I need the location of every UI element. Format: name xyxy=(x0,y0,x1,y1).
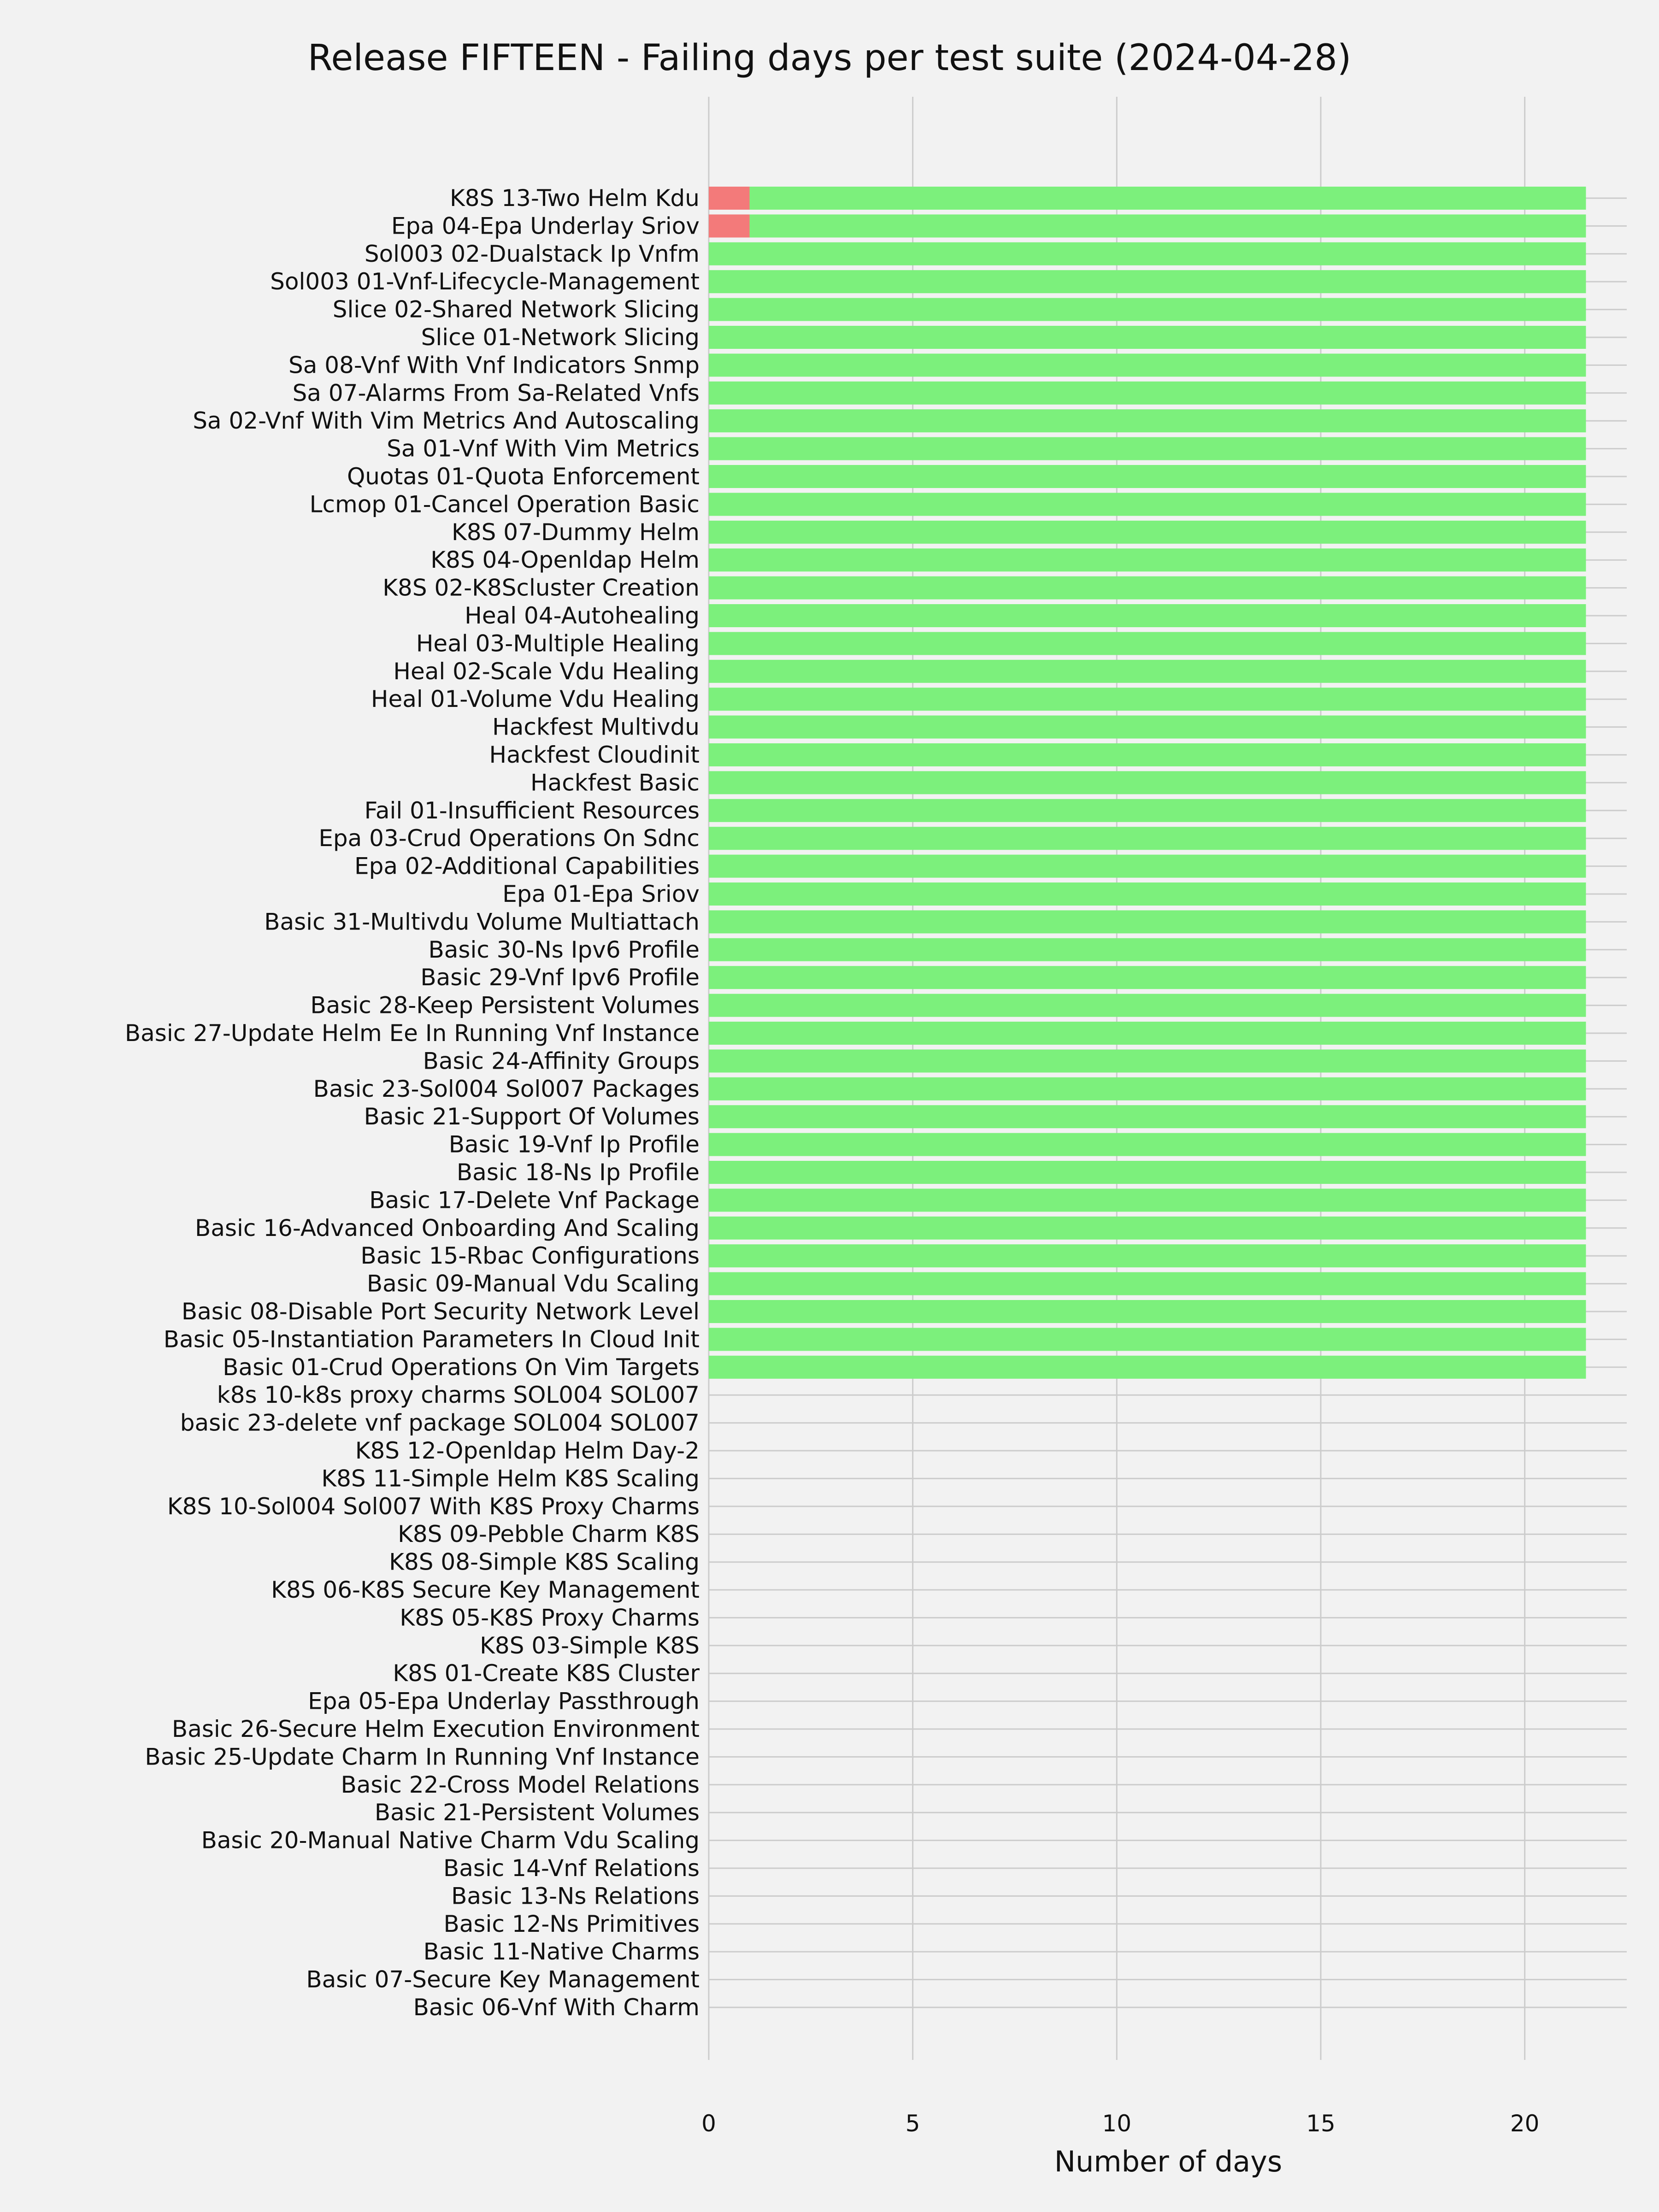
category-label-64: Basic 07-Secure Key Management xyxy=(306,1966,700,1993)
category-label-55: Basic 26-Secure Helm Execution Environment xyxy=(171,1716,700,1742)
category-label-5: Slice 01-Network Slicing xyxy=(421,324,700,351)
bar-15-series-1 xyxy=(709,604,1586,627)
category-label-28: Basic 29-Vnf Ipv6 Profile xyxy=(420,964,700,991)
bar-10-series-1 xyxy=(709,465,1586,488)
bar-33-series-1 xyxy=(709,1105,1586,1128)
category-label-7: Sa 07-Alarms From Sa-Related Vnfs xyxy=(292,379,700,406)
bar-layer xyxy=(709,187,1586,1379)
category-label-60: Basic 14-Vnf Relations xyxy=(443,1855,700,1882)
category-label-6: Sa 08-Vnf With Vnf Indicators Snmp xyxy=(288,352,700,379)
bar-37-series-1 xyxy=(709,1217,1586,1240)
category-label-12: K8S 07-Dummy Helm xyxy=(452,518,700,546)
category-label-29: Basic 28-Keep Persistent Volumes xyxy=(310,992,700,1019)
category-label-36: Basic 17-Delete Vnf Package xyxy=(369,1187,700,1214)
bar-32-series-1 xyxy=(709,1077,1586,1100)
category-label-0: K8S 13-Two Helm Kdu xyxy=(449,185,700,212)
category-label-61: Basic 13-Ns Relations xyxy=(451,1883,700,1910)
category-label-20: Hackfest Cloudinit xyxy=(489,741,700,768)
bar-13-series-1 xyxy=(709,548,1586,571)
category-label-54: Epa 05-Epa Underlay Passthrough xyxy=(308,1688,700,1715)
bar-35-series-1 xyxy=(709,1161,1586,1184)
bar-28-series-1 xyxy=(709,966,1586,989)
bar-19-series-1 xyxy=(709,716,1586,739)
category-label-11: Lcmop 01-Cancel Operation Basic xyxy=(309,491,700,518)
bar-24-series-1 xyxy=(709,855,1586,878)
bar-27-series-1 xyxy=(709,938,1586,961)
x-tick-label-0: 0 xyxy=(701,2110,716,2137)
category-label-31: Basic 24-Affinity Groups xyxy=(423,1047,700,1075)
bar-16-series-1 xyxy=(709,632,1586,655)
category-label-57: Basic 22-Cross Model Relations xyxy=(341,1771,700,1798)
bar-29-series-1 xyxy=(709,994,1586,1017)
bar-14-series-1 xyxy=(709,577,1586,600)
category-label-10: Quotas 01-Quota Enforcement xyxy=(347,463,700,490)
chart-title: Release FIFTEEN - Failing days per test suite (2024-04-28) xyxy=(307,37,1352,79)
bar-38-series-1 xyxy=(709,1244,1586,1267)
category-label-62: Basic 12-Ns Primitives xyxy=(443,1910,700,1937)
category-label-21: Hackfest Basic xyxy=(530,769,700,796)
bar-26-series-1 xyxy=(709,910,1586,933)
bar-41-series-1 xyxy=(709,1328,1586,1351)
bar-23-series-1 xyxy=(709,827,1586,850)
category-label-46: K8S 11-Simple Helm K8S Scaling xyxy=(321,1465,700,1492)
bar-42-series-1 xyxy=(709,1356,1586,1379)
bar-34-series-1 xyxy=(709,1133,1586,1156)
category-label-58: Basic 21-Persistent Volumes xyxy=(374,1799,700,1826)
category-label-26: Basic 31-Multivdu Volume Multiattach xyxy=(264,908,700,935)
bar-1-series-1 xyxy=(750,214,1586,237)
bar-40-series-1 xyxy=(709,1300,1586,1323)
x-axis-title: Number of days xyxy=(1054,2145,1282,2178)
category-label-34: Basic 19-Vnf Ip Profile xyxy=(448,1131,700,1158)
category-label-23: Epa 03-Crud Operations On Sdnc xyxy=(318,825,700,852)
bar-0-series-1 xyxy=(750,187,1586,210)
bar-2-series-1 xyxy=(709,242,1586,265)
category-label-3: Sol003 01-Vnf-Lifecycle-Management xyxy=(270,268,700,295)
bar-18-series-1 xyxy=(709,688,1586,711)
x-tick-label-2: 10 xyxy=(1102,2110,1132,2137)
category-label-27: Basic 30-Ns Ipv6 Profile xyxy=(428,936,700,963)
category-label-9: Sa 01-Vnf With Vim Metrics xyxy=(387,435,700,462)
category-label-48: K8S 09-Pebble Charm K8S xyxy=(398,1521,700,1548)
category-label-33: Basic 21-Support Of Volumes xyxy=(364,1103,700,1130)
bar-17-series-1 xyxy=(709,660,1586,683)
category-label-1: Epa 04-Epa Underlay Sriov xyxy=(391,212,700,240)
bar-36-series-1 xyxy=(709,1188,1586,1212)
category-label-32: Basic 23-Sol004 Sol007 Packages xyxy=(313,1075,700,1102)
category-label-30: Basic 27-Update Helm Ee In Running Vnf Instance xyxy=(124,1020,700,1047)
bar-7-series-1 xyxy=(709,382,1586,405)
category-label-37: Basic 16-Advanced Onboarding And Scaling xyxy=(195,1214,700,1241)
category-label-15: Heal 04-Autohealing xyxy=(465,602,700,629)
category-label-35: Basic 18-Ns Ip Profile xyxy=(456,1159,700,1186)
bar-21-series-1 xyxy=(709,771,1586,794)
category-label-22: Fail 01-Insufficient Resources xyxy=(364,797,700,824)
x-tick-label-3: 15 xyxy=(1306,2110,1335,2137)
x-tick-label-1: 5 xyxy=(905,2110,920,2137)
bar-39-series-1 xyxy=(709,1272,1586,1295)
bar-12-series-1 xyxy=(709,521,1586,544)
category-label-40: Basic 08-Disable Port Security Network Level xyxy=(181,1298,700,1325)
bar-31-series-1 xyxy=(709,1049,1586,1072)
category-label-19: Hackfest Multivdu xyxy=(492,713,700,741)
category-label-42: Basic 01-Crud Operations On Vim Targets xyxy=(223,1353,700,1381)
category-label-38: Basic 15-Rbac Configurations xyxy=(360,1242,700,1270)
x-tick-label-4: 20 xyxy=(1510,2110,1540,2137)
category-label-59: Basic 20-Manual Native Charm Vdu Scaling xyxy=(201,1827,700,1854)
bar-8-series-1 xyxy=(709,409,1586,432)
category-label-65: Basic 06-Vnf With Charm xyxy=(413,1994,700,2021)
category-label-51: K8S 05-K8S Proxy Charms xyxy=(400,1604,700,1631)
bar-1-series-0 xyxy=(709,214,750,237)
bar-6-series-1 xyxy=(709,353,1586,377)
category-label-2: Sol003 02-Dualstack Ip Vnfm xyxy=(364,240,700,267)
category-label-17: Heal 02-Scale Vdu Healing xyxy=(393,658,700,685)
bar-3-series-1 xyxy=(709,270,1586,293)
category-label-53: K8S 01-Create K8S Cluster xyxy=(393,1660,700,1687)
category-label-8: Sa 02-Vnf With Vim Metrics And Autoscaling xyxy=(193,407,700,435)
category-label-13: K8S 04-Openldap Helm xyxy=(430,547,700,574)
bar-11-series-1 xyxy=(709,493,1586,516)
bar-20-series-1 xyxy=(709,743,1586,766)
category-label-4: Slice 02-Shared Network Slicing xyxy=(332,296,700,323)
category-label-25: Epa 01-Epa Sriov xyxy=(502,881,700,907)
bar-30-series-1 xyxy=(709,1022,1586,1045)
category-label-39: Basic 09-Manual Vdu Scaling xyxy=(366,1270,700,1297)
category-label-52: K8S 03-Simple K8S xyxy=(480,1632,700,1659)
bar-9-series-1 xyxy=(709,437,1586,460)
bar-5-series-1 xyxy=(709,326,1586,349)
category-label-43: k8s 10-k8s proxy charms SOL004 SOL007 xyxy=(217,1382,700,1409)
category-label-18: Heal 01-Volume Vdu Healing xyxy=(371,686,700,713)
bar-22-series-1 xyxy=(709,799,1586,822)
category-label-16: Heal 03-Multiple Healing xyxy=(416,630,700,657)
category-label-44: basic 23-delete vnf package SOL004 SOL007 xyxy=(180,1409,700,1436)
category-label-47: K8S 10-Sol004 Sol007 With K8S Proxy Charms xyxy=(167,1493,700,1520)
category-label-56: Basic 25-Update Charm In Running Vnf Instance xyxy=(145,1743,700,1771)
category-label-45: K8S 12-Openldap Helm Day-2 xyxy=(355,1437,700,1464)
bar-25-series-1 xyxy=(709,882,1586,906)
category-label-49: K8S 08-Simple K8S Scaling xyxy=(389,1548,700,1576)
category-label-41: Basic 05-Instantiation Parameters In Cloud Init xyxy=(163,1326,700,1353)
category-label-63: Basic 11-Native Charms xyxy=(423,1938,700,1965)
category-label-24: Epa 02-Additional Capabilities xyxy=(354,853,700,880)
category-label-50: K8S 06-K8S Secure Key Management xyxy=(271,1577,700,1603)
bar-0-series-0 xyxy=(709,187,750,210)
category-label-14: K8S 02-K8Scluster Creation xyxy=(382,574,700,601)
bar-4-series-1 xyxy=(709,298,1586,321)
